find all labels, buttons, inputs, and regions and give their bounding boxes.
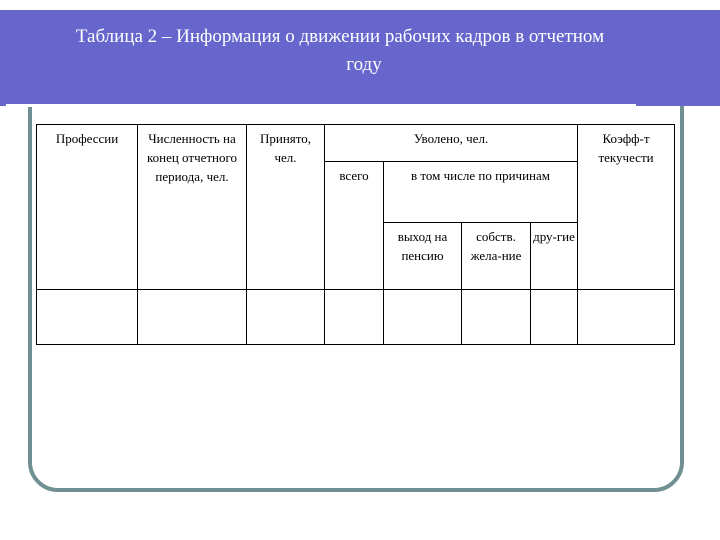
table-cell xyxy=(37,290,138,345)
page-title xyxy=(0,23,720,79)
header-headcount: Численность на конец отчетного периода, чел. xyxy=(138,125,247,290)
header-reason-other: дру-гие xyxy=(531,223,578,290)
header-reason-retirement: выход на пенсию xyxy=(384,223,462,290)
header-dismissed: Уволено, чел. xyxy=(325,125,578,162)
table-cell xyxy=(462,290,531,345)
table-cell xyxy=(578,290,675,345)
header-reason-own-will: собств. жела-ние xyxy=(462,223,531,290)
table-cell xyxy=(531,290,578,345)
header-dismissed-total: всего xyxy=(325,162,384,290)
table-cell xyxy=(138,290,247,345)
staff-movement-table xyxy=(36,124,675,345)
title-underline xyxy=(6,104,636,107)
header-hired: Принято, чел. xyxy=(247,125,325,290)
header-profession: Профессии xyxy=(37,125,138,290)
header-by-reason: в том числе по причинам xyxy=(384,162,578,223)
table-cell xyxy=(247,290,325,345)
table-cell xyxy=(384,290,462,345)
table-cell xyxy=(325,290,384,345)
table-row xyxy=(37,290,675,345)
title-line-1: Таблица 2 – Информация о движении рабочих кадров в отчетном xyxy=(75,26,605,47)
title-line-2: году xyxy=(346,54,382,75)
header-turnover: Коэфф-т текучести xyxy=(578,125,675,290)
